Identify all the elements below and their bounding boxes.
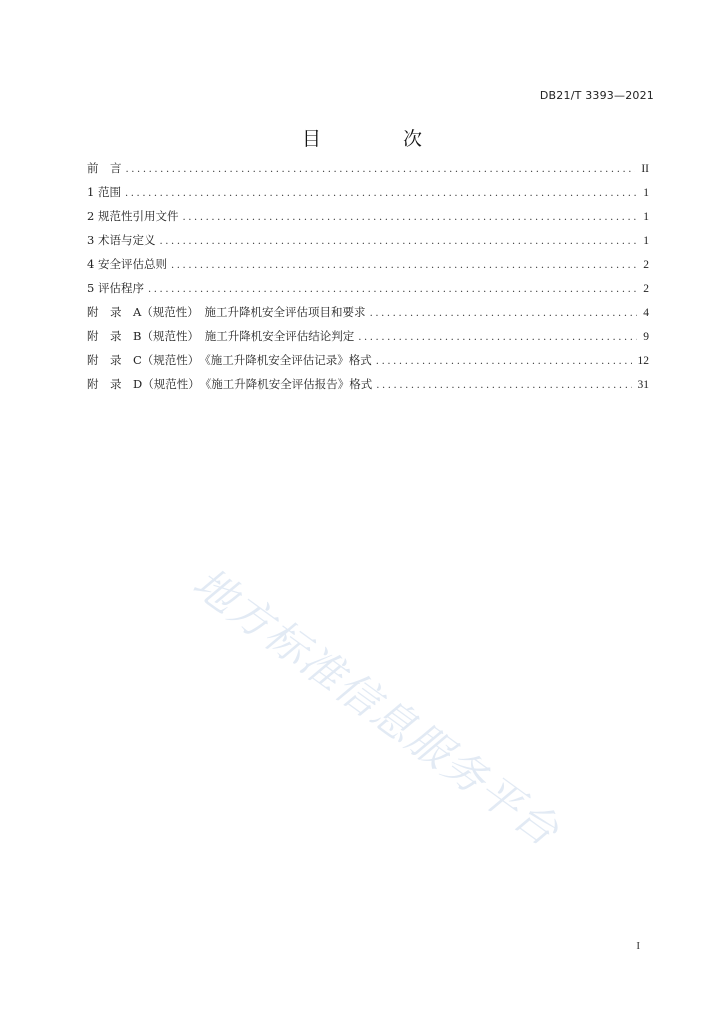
watermark-text: 地方标准信息服务平台 bbox=[184, 557, 569, 857]
dot-leader bbox=[171, 258, 637, 274]
toc-entry-page: 1 bbox=[643, 211, 649, 223]
toc-entry-page: 1 bbox=[643, 235, 649, 247]
table-of-contents bbox=[87, 160, 649, 400]
dot-leader bbox=[182, 210, 637, 226]
toc-entry-label: 附 录 C（规范性） 《施工升降机安全评估记录》格式 bbox=[87, 353, 372, 367]
dot-leader bbox=[148, 282, 637, 298]
dot-leader bbox=[376, 354, 632, 370]
dot-leader bbox=[159, 234, 637, 250]
toc-entry-appendix-d[interactable] bbox=[87, 376, 649, 400]
toc-entry-appendix-c[interactable] bbox=[87, 352, 649, 376]
toc-entry-page: II bbox=[641, 163, 649, 175]
toc-entry-scope[interactable] bbox=[87, 184, 649, 208]
toc-title: 目 次 bbox=[301, 128, 461, 150]
toc-entry-label: 附 录 B（规范性） 施工升降机安全评估结论判定 bbox=[87, 329, 355, 343]
toc-entry-page: 2 bbox=[643, 259, 649, 271]
toc-entry-page: 2 bbox=[643, 283, 649, 295]
toc-entry-page: 9 bbox=[643, 331, 649, 343]
toc-entry-label: 2 规范性引用文件 bbox=[87, 209, 179, 223]
toc-entry-page: 12 bbox=[637, 355, 649, 367]
dot-leader bbox=[370, 306, 638, 322]
document-code: DB21/T 3393—2021 bbox=[539, 89, 654, 102]
toc-entry-foreword[interactable] bbox=[87, 160, 649, 184]
dot-leader bbox=[125, 186, 637, 202]
toc-entry-normative-references[interactable] bbox=[87, 208, 649, 232]
toc-entry-label: 4 安全评估总则 bbox=[87, 257, 167, 271]
toc-entry-label: 附 录 D（规范性） 《施工升降机安全评估报告》格式 bbox=[87, 377, 373, 391]
toc-entry-label: 3 术语与定义 bbox=[87, 233, 156, 247]
dot-leader bbox=[126, 162, 636, 178]
toc-entry-terms-definitions[interactable] bbox=[87, 232, 649, 256]
page-number: I bbox=[636, 940, 640, 952]
toc-entry-appendix-b[interactable] bbox=[87, 328, 649, 352]
dot-leader bbox=[376, 378, 631, 394]
toc-entry-label: 5 评估程序 bbox=[87, 281, 144, 295]
toc-entry-general-principles[interactable] bbox=[87, 256, 649, 280]
dot-leader bbox=[358, 330, 637, 346]
toc-entry-label: 1 范围 bbox=[87, 185, 121, 199]
toc-entry-page: 1 bbox=[643, 187, 649, 199]
toc-entry-appendix-a[interactable] bbox=[87, 304, 649, 328]
toc-entry-label: 前 言 bbox=[87, 161, 122, 175]
toc-entry-label: 附 录 A（规范性） 施工升降机安全评估项目和要求 bbox=[87, 305, 366, 319]
toc-entry-procedure[interactable] bbox=[87, 280, 649, 304]
toc-entry-page: 4 bbox=[643, 307, 649, 319]
toc-entry-page: 31 bbox=[637, 379, 649, 391]
